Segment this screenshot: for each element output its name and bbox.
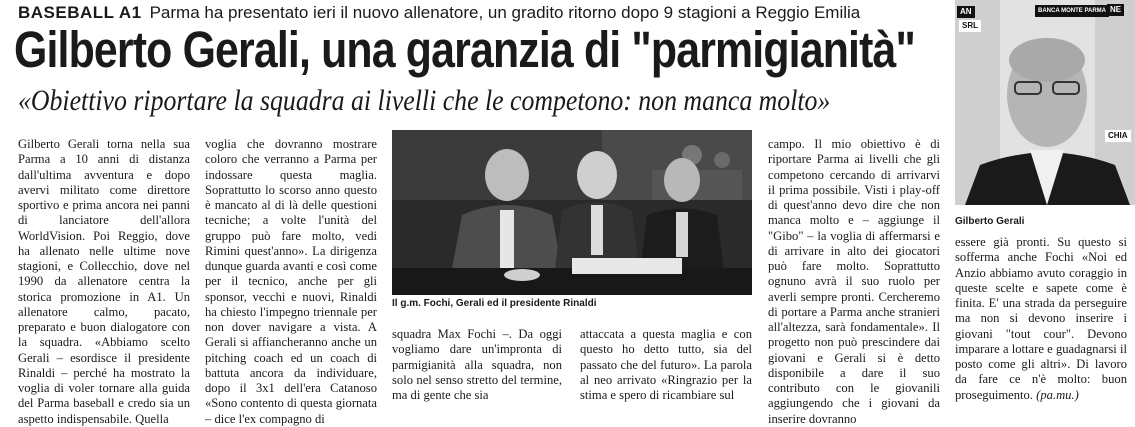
sponsor-logo-4: NE bbox=[1107, 4, 1124, 16]
press-conference-photo bbox=[392, 130, 752, 295]
column-1-text: Gilberto Gerali torna nella sua Parma a 10 anni di distanza dall'ultima avventura e dopo avervi militato come direttore sportivo e prima ancora nei panni di lanciatore dell'allora WorldVision. Poi Reggio, dove ha allenato nelle ultime nove stagioni, e Collecchio, dove nel 1990 da allenatore centra la storica promozione in A1. Un allenatore calmo, pacato, preparato e buon dialogatore con la squadra. «Abbiamo scelto Gerali – esordisce il presidente Rinaldi – perché ha mostrato la voglia di voler tornare alla guida del Parma baseball e credo sia un aspetto indispensabile. Quella bbox=[18, 137, 190, 426]
article-subheadline: «Obiettivo riportare la squadra ai livelli che le competono: non manca molto» bbox=[18, 84, 831, 117]
section-label: BASEBALL A1 bbox=[18, 3, 142, 22]
column-2-text: voglia che dovranno mostrare coloro che verranno a Parma per indossare questa maglia. Soprattutto lo scorso anno questo è mancato al di là delle questioni tecniche; a volte l'unità del gruppo può fare molto, vedi Rimini quest'anno». La dirigenza dunque guarda avanti e così come per il tecnico, anche per gli sponsor, vecchi e nuovi, Rinaldi ha chiesto l'impegno triennale per non dover navigare a vista. A Gerali si affiancheranno anche un pitching coach ed un coach di battuta ancora da individuare, dopo il 3x1 dell'era Catanoso «Sono contento di questa giornata – dice l'ex compagno di bbox=[205, 137, 377, 426]
portrait-photo bbox=[955, 0, 1135, 205]
portrait-caption: Gilberto Gerali bbox=[955, 216, 1025, 227]
article-column-4 bbox=[580, 327, 752, 403]
portrait-illustration bbox=[955, 0, 1135, 205]
article-column-2 bbox=[205, 137, 377, 426]
sponsor-logo-3: BANCA MONTE PARMA bbox=[1035, 5, 1109, 17]
photo-caption: Il g.m. Fochi, Gerali ed il presidente Rinaldi bbox=[392, 298, 597, 309]
sponsor-logo-1: AN bbox=[957, 6, 975, 18]
sponsor-logo-2: SRL bbox=[959, 20, 981, 32]
article-kicker bbox=[18, 3, 860, 23]
article-column-5 bbox=[768, 137, 940, 426]
column-3-text: squadra Max Fochi –. Da oggi vogliamo dare un'impronta di parmigianità alla squadra, non solo nel senso stretto del termine, ma di gente che sia bbox=[392, 327, 562, 402]
column-4-text: attaccata a questa maglia e con questo ho detto tutto, sia del passato che del futuro». La parola al neo arrivato «Ringrazio per la stima e spero di ricambiare sul bbox=[580, 327, 752, 402]
column-6-body: essere già pronti. Su questo si sofferma anche Fochi «Noi ed Anzio abbiamo avuto coraggio in queste scelte e sapete come è finita. E' una strada da perseguire ma non si devono inserire i giovani "tout cour". Devono imparare a lottare e guadagnarsi il posto come gli altri». Di lavoro da fare ce n'è molto: buon proseguimento. bbox=[955, 235, 1127, 402]
article-column-6 bbox=[955, 235, 1127, 403]
press-conference-illustration bbox=[392, 130, 752, 295]
sponsor-logo-5: CHIA bbox=[1105, 130, 1131, 142]
column-5-text: campo. Il mio obiettivo è di riportare Parma ai livelli che gli competono cercando di arrivarvi il prima possibile. Visti i play-off di quest'anno devo dire che non manca molto e – aggiunge il "Gibo" – la voglia di affermarsi e di arrivare in alto dei giocatori può fare molto. Soprattutto ognuno avrà il suo ruolo per averli sempre pronti. Cercheremo di portare a Parma anche stranieri all'altezza, sarà fondamentale». Il progetto non può prescindere dai giovani e Gerali si è detto disponibile a dare il suo contributo con le giovanili aggiungendo che i giovani da inserire dovranno bbox=[768, 137, 940, 426]
article-headline: Gilberto Gerali, una garanzia di "parmigianità" bbox=[14, 21, 915, 78]
byline: (pa.mu.) bbox=[1036, 387, 1079, 402]
article-column-1 bbox=[18, 137, 190, 426]
column-6-text bbox=[955, 235, 1127, 403]
kicker-text: Parma ha presentato ieri il nuovo allenatore, un gradito ritorno dopo 9 stagioni a Reggio Emilia bbox=[149, 3, 861, 22]
article-column-3 bbox=[392, 327, 562, 403]
